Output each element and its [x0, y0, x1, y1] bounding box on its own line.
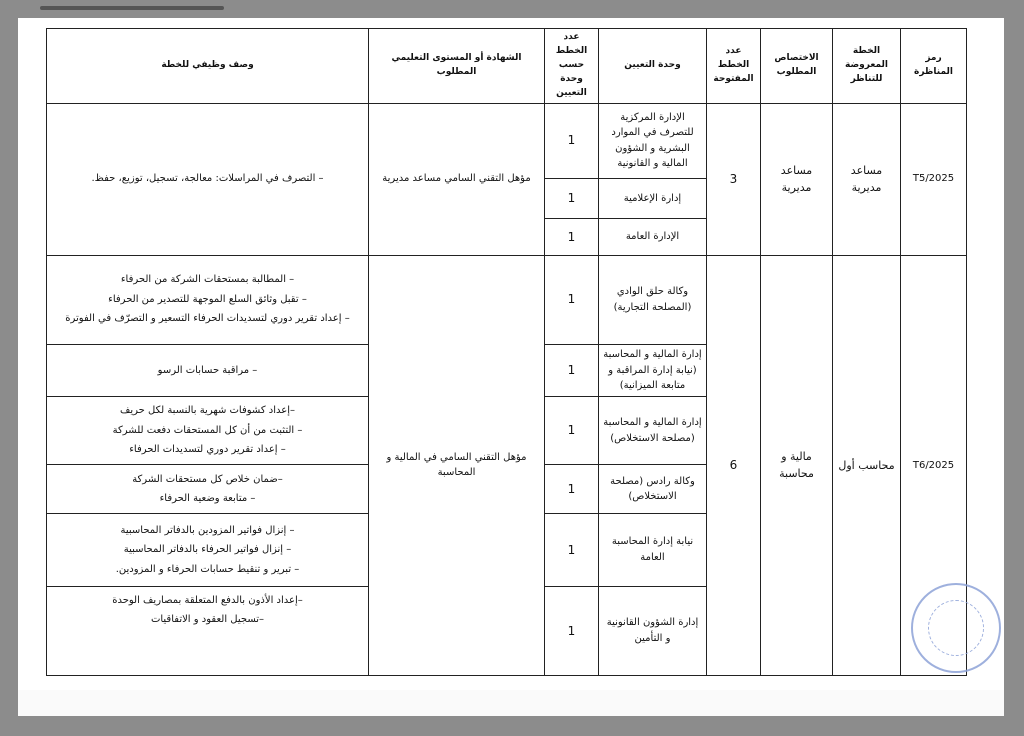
required-certificate: مؤهل التقني السامي في المالية و المحاسبة: [369, 255, 545, 675]
unit-count: 1: [545, 344, 599, 396]
header-certificate: الشهادة أو المستوى التعليمي المطلوب: [369, 29, 545, 104]
table-row: [47, 103, 967, 178]
description-line: –ضمان خلاص كل مستحقات الشركة: [132, 473, 283, 485]
job-description: [47, 103, 369, 255]
open-count: 6: [707, 255, 761, 675]
job-description: [47, 465, 369, 514]
job-description: [47, 255, 369, 344]
description-line: –إعداد الأذون بالدفع المتعلقة بمصاريف الوحدة: [112, 594, 303, 606]
job-description: [47, 513, 369, 586]
assignment-unit: إدارة المالية و المحاسبة (نيابة إدارة المراقبة و متابعة الميزانية): [599, 344, 707, 396]
plan-name: محاسب أول: [833, 255, 901, 675]
description-line: – إعداد تقرير دوري لتسديدات الحرفاء: [129, 444, 286, 456]
unit-count: 1: [545, 465, 599, 514]
description-line: – إعداد تقرير دوري لتسديدات الحرفاء التسعير و التصرّف في الفوترة: [65, 313, 350, 325]
required-certificate: مؤهل التقني السامي مساعد مديرية: [369, 103, 545, 255]
description-line: – تبرير و تنقيط حسابات الحرفاء و المزودين.: [115, 563, 300, 575]
assignment-unit: إدارة الشؤون القانونية و التأمين: [599, 586, 707, 675]
assignment-unit: نيابة إدارة المحاسبة العامة: [599, 513, 707, 586]
description-line: – مراقبة حسابات الرسو: [157, 364, 258, 376]
unit-count: 1: [545, 586, 599, 675]
unit-count: 1: [545, 178, 599, 219]
unit-count: 1: [545, 255, 599, 344]
assignment-unit: وكالة حلق الوادي (المصلحة التجارية): [599, 255, 707, 344]
description-line: –إعداد كشوفات شهرية بالنسبة لكل حريف: [119, 405, 296, 417]
specialty: مساعد مديرية: [761, 103, 833, 255]
header-code: رمز المناظرة: [901, 29, 967, 104]
header-row: [47, 29, 967, 104]
header-specialty: الاختصاص المطلوب: [761, 29, 833, 104]
stamp-inner-ring: [928, 600, 984, 656]
description-line: – التثبت من أن كل المستحقات دفعت للشركة: [112, 424, 303, 436]
description-line: – إنزال فواتير المزودين بالدفاتر المحاسبية: [120, 524, 295, 536]
unit-count: 1: [545, 103, 599, 178]
unit-count: 1: [545, 396, 599, 464]
description-line: – متابعة وضعية الحرفاء: [159, 493, 256, 505]
description-line: – تقبل وثائق السلع الموجهة للتصدير من الحرفاء: [108, 293, 307, 305]
description-line: – إنزال فواتير الحرفاء بالدفاتر المحاسبية: [123, 544, 292, 556]
assignment-unit: إدارة المالية و المحاسبة (مصلحة الاستخلاص): [599, 396, 707, 464]
job-description: [47, 586, 369, 675]
table-row: [47, 255, 967, 344]
unit-count: 1: [545, 219, 599, 255]
description-line: – المطالبة بمستحقات الشركة من الحرفاء: [120, 274, 295, 286]
description-line: –تسجيل العقود و الاتفاقيات: [150, 614, 265, 626]
specialty: مالية و محاسبة: [761, 255, 833, 675]
plan-name: مساعد مديرية: [833, 103, 901, 255]
window-scroll-indicator: [40, 6, 224, 10]
assignment-unit: وكالة رادس (مصلحة الاستخلاص): [599, 465, 707, 514]
assignment-unit: الإدارة العامة: [599, 219, 707, 255]
unit-count: 1: [545, 513, 599, 586]
job-description: [47, 344, 369, 396]
document-page: [18, 18, 1004, 716]
open-count: 3: [707, 103, 761, 255]
header-open-count: عدد الخطط المفتوحة: [707, 29, 761, 104]
competition-code: T6/2025: [901, 255, 967, 675]
header-unit: وحدة التعيين: [599, 29, 707, 104]
header-plan: الخطة المعروضة للتناظر: [833, 29, 901, 104]
assignment-unit: الإدارة المركزية للتصرف في الموارد البشرية و الشؤون المالية و القانونية: [599, 103, 707, 178]
official-stamp: [911, 583, 1001, 673]
page-bottom-stripe: [18, 690, 1004, 716]
competition-table: [46, 28, 967, 676]
competition-code: T5/2025: [901, 103, 967, 255]
assignment-unit: إدارة الإعلامية: [599, 178, 707, 219]
job-description: [47, 396, 369, 464]
header-per-unit-count: عدد الخطط حسب وحدة التعيين: [545, 29, 599, 104]
header-description: وصف وظيفي للخطة: [47, 29, 369, 104]
description-line: – التصرف في المراسلات: معالجة، تسجيل، توزيع، حفظ.: [91, 173, 324, 185]
